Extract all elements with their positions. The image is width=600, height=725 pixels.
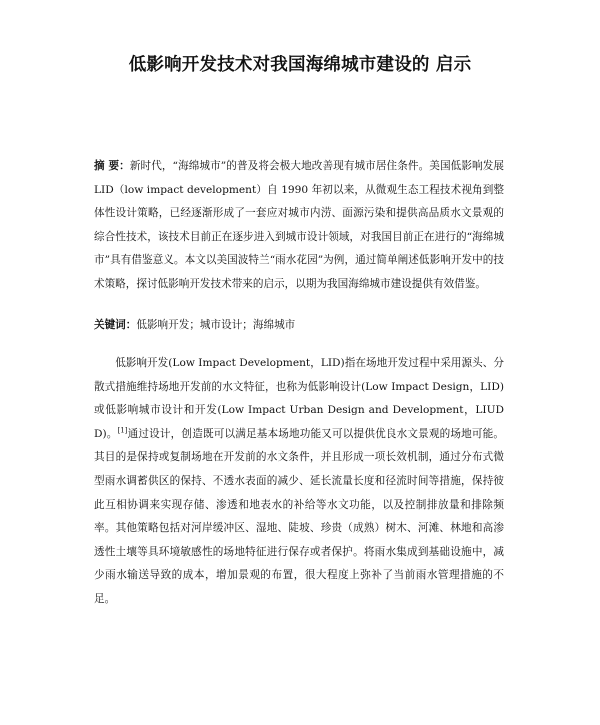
keywords [94,317,504,333]
body-text-part-1: 低影响开发(Low Impact Development，LID)指在场地开发过程中采用源头、分散式措施维持场地开发前的水文特征，也称为低影响设计(Low Impact Design，LID)或低影响城市设计和开发(Low Impact Urban Design and Development，LIUDD)。 [94,357,504,440]
citation-ref: [1] [117,426,128,435]
abstract [94,155,504,296]
body-text-part-2: 通过设计，创造既可以满足基本场地功能又可以提供优良水文景观的场地可能。其目的是保持或复制场地在开发前的水文条件，并且形成一项长效机制，通过分布式微型雨水调蓄供区的保持、不透水表面的减少、延长流量长度和径流时间等措施，保持彼此互相协调来实现存储、渗透和地表水的补给等水文功能，以及控制排放量和排除频率。其他策略包括对河岸缓冲区、湿地、陡坡、珍贵（成熟）树木、河滩、林地和高渗透性土壤等具环境敏感性的场地特征进行保存或者保护。将雨水集成到基础设施中，减少雨水输送导致的成本，增加景观的布置，很大程度上弥补了当前雨水管理措施的不足。 [94,427,504,605]
abstract-label: 摘 要： [94,160,130,172]
keywords-text: 低影响开发；城市设计；海绵城市 [136,319,296,331]
paper-title: 低影响开发技术对我国海绵城市建设的 启示 [128,55,472,75]
body-paragraph [94,352,504,612]
abstract-text: 新时代，“海绵城市”的普及将会极大地改善现有城市居住条件。美国低影响发展 LID（low impact development）自 1990 年初以来，从微观生态工程技术视角到整体性设计策略，已经逐渐形成了一套应对城市内涝、面源污染和提供高品质水文景观的综合性技术，该技术目前正在逐步进入到城市设计领域，对我国目前正在进行的“海绵城市”具有借鉴意义。本文以美国波特兰“雨水花园”为例，通过简单阐述低影响开发中的技术策略，探讨低影响开发技术带来的启示，以期为我国海绵城市建设提供有效借鉴。 [94,160,504,290]
keywords-label: 关键词： [94,319,137,331]
